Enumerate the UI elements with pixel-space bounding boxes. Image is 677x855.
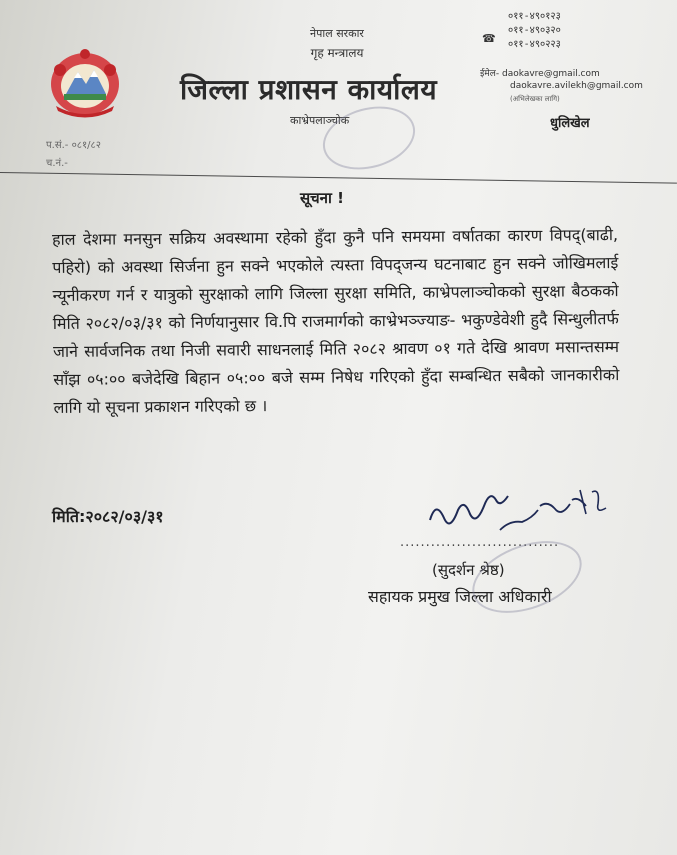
telephone-icon: ☎ (482, 32, 496, 45)
email-address: daokavre.avilekh@gmail.com (510, 81, 643, 91)
notice-date: मिति:२०८२/०३/३१ (52, 507, 164, 526)
notice-heading: सूचना ! (300, 189, 344, 207)
office-title: जिल्ला प्रशासन कार्यालय (180, 73, 438, 106)
reference-number: प.सं.- ०८१/८२ (46, 140, 101, 151)
email-block (480, 68, 643, 92)
signer-title: सहायक प्रमुख जिल्ला अधिकारी (368, 587, 552, 606)
dispatch-number: च.नं.- (46, 158, 68, 169)
email-address: daokavre@gmail.com (502, 69, 600, 79)
town-label: धुलिखेल (550, 116, 590, 131)
phone-number: ०११-४९०१२३ (508, 11, 561, 22)
header-divider (0, 172, 677, 184)
government-label: नेपाल सरकार (310, 27, 364, 40)
signature-line: ............................... (400, 535, 560, 550)
phone-number: ०११-४९०३२० (508, 25, 561, 36)
office-stamp (316, 97, 422, 179)
phone-number: ०११-४९०२२३ (508, 39, 561, 50)
signer-name: (सुदर्शन श्रेष्ठ) (432, 561, 505, 579)
ministry-label: गृह मन्त्रालय (310, 46, 364, 60)
district-label: काभ्रेपलाञ्चोक (290, 114, 350, 127)
phone-list (480, 10, 561, 52)
email-label: ईमेल- (480, 69, 500, 79)
notice-body: हाल देशमा मनसुन सक्रिय अवस्थामा रहेको हुँदा कुनै पनि समयमा वर्षातका कारण विपद्(बाढी, पहिरो) को अवस्था सिर्जना हुन सक्ने भएकोले त्यस्ता विपद्जन्य घटनाबाट हुन सक्ने जोखिमलाई न्यूनीकरण गर्न र यात्रुको सुरक्षाको लागि जिल्ला सुरक्षा समिति, काभ्रेपलाञ्चोकको सुरक्षा बैठकको मिति २०८२/०३/३१ को निर्णयानुसार वि.पि राजमार्गको काभ्रेभञ्ज्याङ- भकुण्डेवेशी हुदै सिन्धुलीतर्फ जाने सार्वजनिक तथा निजी सवारी साधनलाई मिति २०८२ श्रावण ०१ गते देखि श्रावण मसान्तसम्म साँझ ०५:०० बजेदेखि बिहान ०५:०० बजे सम्म निषेध गरिएको हुँदा सम्बन्धित सबैको जानकारीको लागि यो सूचना प्रकाशन गरिएको छ । (52, 225, 620, 417)
email-note: (अभिलेखका लागि) (510, 95, 560, 103)
nepal-emblem-icon (46, 44, 124, 120)
